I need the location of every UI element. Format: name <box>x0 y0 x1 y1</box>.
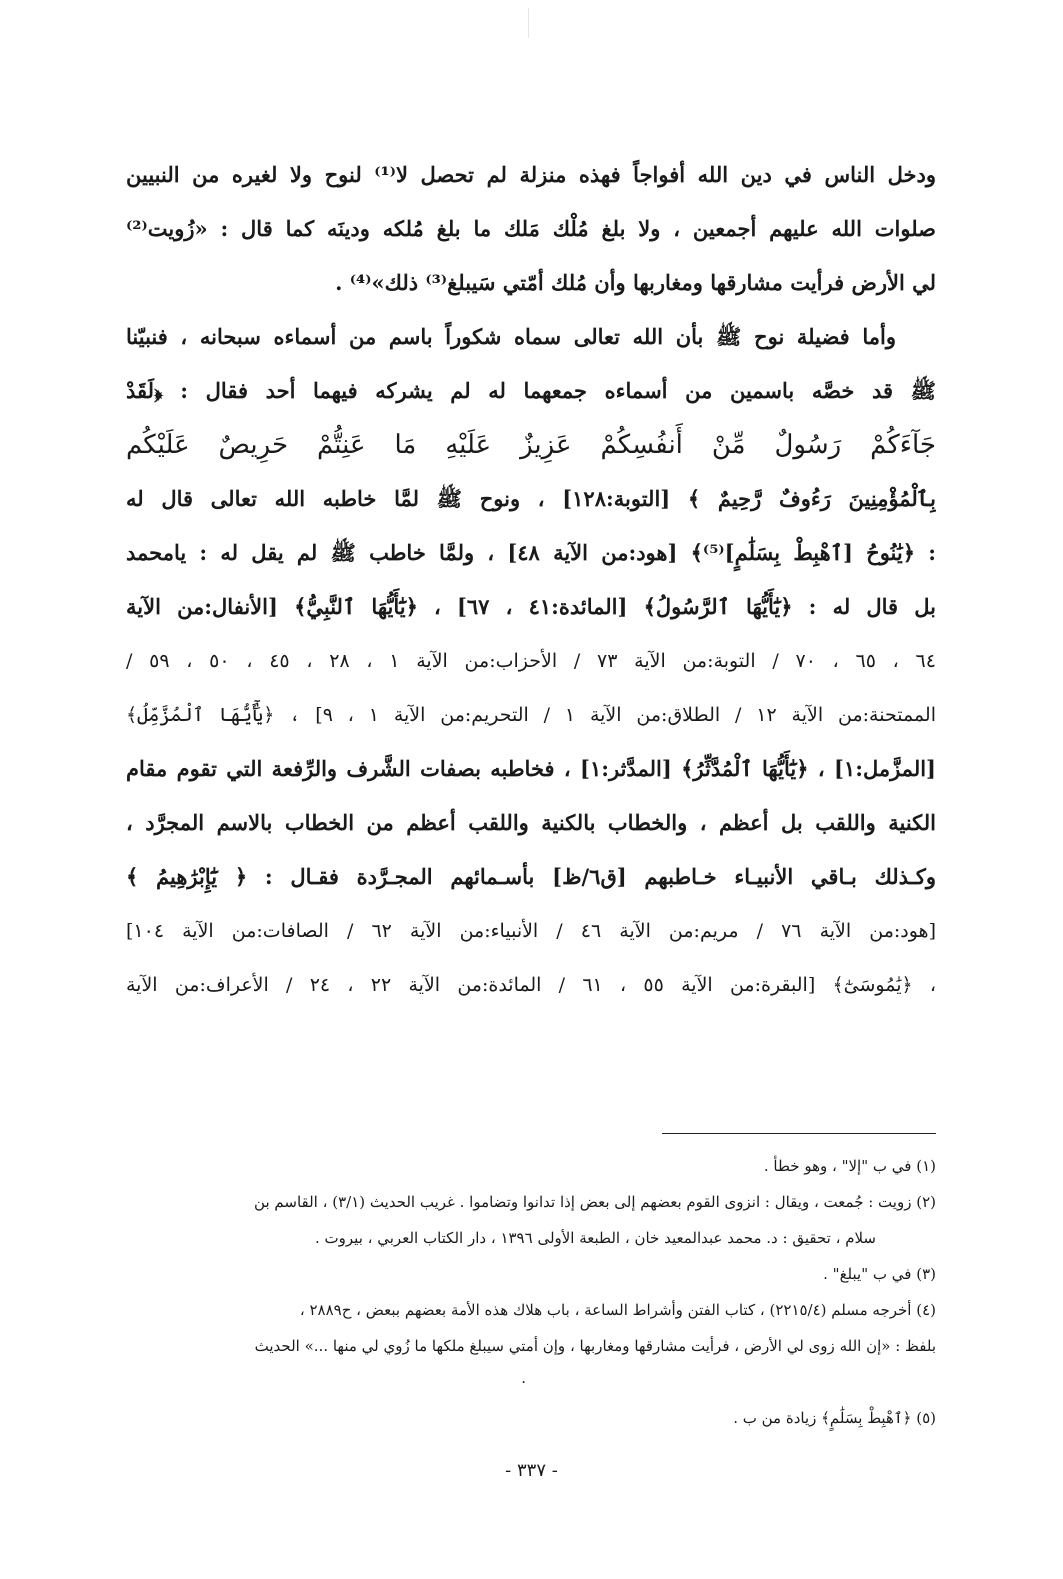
text-line: وأما فضيلة نوح ﷺ بأن الله تعالى سماه شكوراً باسم من أسماءه سبحانه ، فنبيّنا <box>126 324 896 349</box>
footnote: (١) في ب "إلا" ، وهو خطأ . <box>763 1157 936 1175</box>
footnotes <box>126 1148 936 1436</box>
text-line: [المزَّمل:١] ، ﴿يَٰٓأَيُّهَا ٱلْمُدَّثِّرُ﴾ [المدَّثر:١] ، فخاطبه بصفات الشَّرف والرِّفعة التي تقوم مقام <box>126 756 936 781</box>
footnote: (٤) أخرجه مسلم (٢٢١٥/٤) ، كتاب الفتن وأشراط الساعة ، باب هلاك هذه الأمة بعضهم ببعض ، ح٢٨٨٩ ، <box>299 1301 936 1319</box>
scan-artifact <box>528 8 529 38</box>
footnote: (٥) ﴿ٱهْبِطْ بِسَلَٰمٍ﴾ زيادة من ب . <box>733 1409 936 1427</box>
footnote-continuation: سلام ، تحقيق : د. محمد عبدالمعيد خان ، الطبعة الأولى ١٣٩٦ ، دار الكتاب العربي ، بيروت . <box>315 1229 876 1247</box>
text-line: [هود:من الآية ٧٦ / مريم:من الآية ٤٦ / الأنبياء:من الآية ٦٢ / الصافات:من الآية ١٠٤] <box>126 920 936 942</box>
footnote-continuation: . <box>521 1369 526 1387</box>
footnote-separator <box>662 1133 936 1134</box>
quran-verse-line: جَآءَكُمْ رَسُولٌ مِّنْ أَنفُسِكُمْ عَزِيزٌ عَلَيْهِ مَا عَنِتُّمْ حَرِيصٌ عَلَيْكُم <box>126 430 936 460</box>
text-line: وكـذلك بـاقي الأنبيـاء خـاطبهم [ق٦/ظ] بأسـمائهم المجـرَّدة فقـال : ﴿ يَٰٓإِبْرَٰهِيمُ ﴾ <box>126 864 936 889</box>
text-line: ، ﴿يَٰمُوسَىٰٓ﴾ [البقرة:من الآية ٥٥ ، ٦١ / المائدة:من الآية ٢٢ ، ٢٤ / الأعراف:من الآية <box>126 974 936 996</box>
footnote-continuation: بلفظ : «إن الله زوى لي الأرض ، فرأيت مشارقها ومغاربها ، وإن أمتي سيبلغ ملكها ما زُوي لي منها ...» الحديث <box>254 1337 936 1355</box>
text-line: بِٱلْمُؤْمِنِينَ رَءُوفٌ رَّحِيمٌ ﴾ [التوبة:١٢٨] ، ونوح ﷺ لمَّا خاطبه الله تعالى قال له <box>126 486 936 511</box>
text-line: ﷺ قد خصَّه باسمين من أسماءه جمعهما له لم يشركه فيهما أحد فقال : ﴿لَقَدْ <box>126 378 936 403</box>
text-line: لي الأرض فرأيت مشارقها ومغاربها وأن مُلك أمّتي سَيبلغ⁽³⁾ ذلك»⁽⁴⁾ . <box>335 270 936 295</box>
text-line: بل قال له : ﴿يَٰٓأَيُّهَا ٱلرَّسُولُ﴾ [المائدة:٤١ ، ٦٧] ، ﴿يَٰٓأَيُّهَا ٱلنَّبِيُّ﴾ [الأنفال:من الآية <box>126 594 936 619</box>
footnote: (٣) في ب "يبلغ" . <box>823 1265 936 1283</box>
page-number: - ٣٣٧ - <box>505 1460 558 1481</box>
text-line: صلوات الله عليهم أجمعين ، ولا بلغ مُلْك مَلك ما بلغ مُلكه ودينَه كما قال : «زُويت⁽²⁾ <box>126 216 936 241</box>
main-text <box>126 148 936 1012</box>
text-line: ٦٤ ، ٦٥ ، ٧٠ / التوبة:من الآية ٧٣ / الأحزاب:من الآية ١ ، ٢٨ ، ٤٥ ، ٥٠ ، ٥٩ / <box>126 650 936 672</box>
footnote: (٢) زويت : جُمعت ، ويقال : انزوى القوم بعضهم إلى بعض إذا تدانوا وتضاموا . غريب الحديث (٣/١) ، القاسم بن <box>254 1193 936 1211</box>
text-line: الممتحنة:من الآية ١٢ / الطلاق:من الآية ١ / التحريم:من الآية ١ ، ٩] ، ﴿يَٰٓأَيُّهَا ٱلْمُزَّمِّلُ﴾ <box>126 704 936 726</box>
text-line: الكنية واللقب بل أعظم ، والخطاب بالكنية واللقب أعظم من الخطاب بالاسم المجرَّد ، <box>126 810 936 835</box>
text-line: : ﴿يَٰنُوحُ [ٱهْبِطْ بِسَلَٰمٍ]⁽⁵⁾﴾ [هود:من الآية ٤٨] ، ولمَّا خاطب ﷺ لم يقل له : يامحمد <box>126 540 936 565</box>
text-line: ودخل الناس في دين الله أفواجاً فهذه منزلة لم تحصل لا⁽¹⁾ لنوح ولا لغيره من النبيين <box>126 162 936 187</box>
